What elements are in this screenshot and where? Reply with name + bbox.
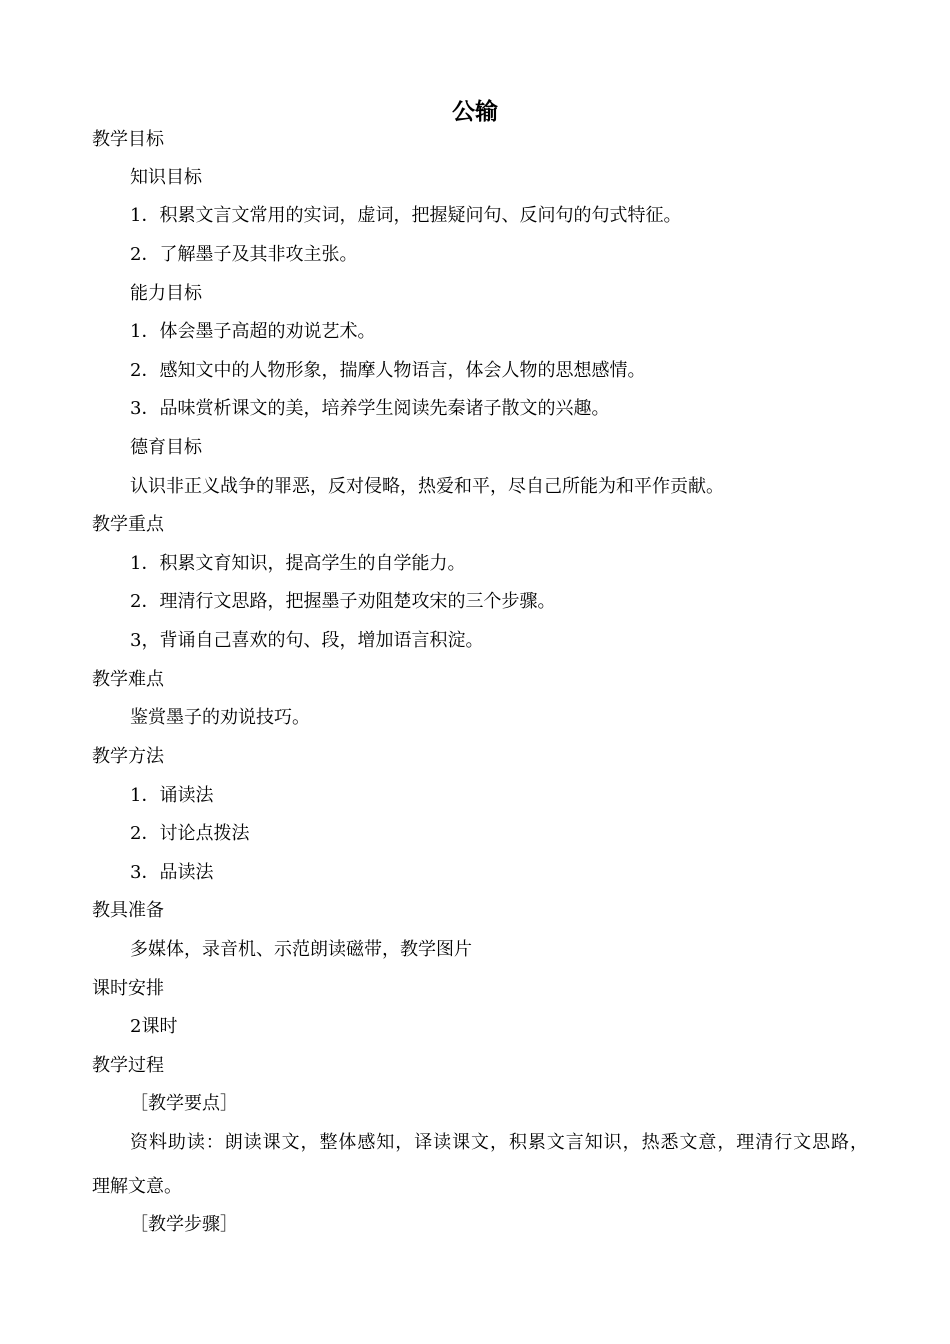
teaching-steps-label: ［教学步骤］ bbox=[130, 1214, 238, 1235]
section-heading-difficulties: 教学难点 bbox=[92, 669, 164, 690]
section-heading-key-points: 教学重点 bbox=[92, 514, 164, 535]
knowledge-goal-1: 1．积累文言文常用的实词，虚词，把握疑问句、反问句的句式特征。 bbox=[130, 205, 682, 226]
resource-reading-text: 资料助读：朗读课文，整体感知，译读课文，积累文言知识，热悉文意，理清行文思路， bbox=[130, 1132, 868, 1153]
ability-goal-3: 3．品味赏析课文的美，培养学生阅读先秦诸子散文的兴趣。 bbox=[130, 398, 610, 419]
section-heading-teaching-goals: 教学目标 bbox=[92, 129, 164, 150]
key-point-1: 1．积累文育知识，提高学生的自学能力。 bbox=[130, 553, 466, 574]
key-point-2: 2．理清行文思路，把握墨子劝阻楚攻宋的三个步骤。 bbox=[130, 591, 556, 612]
ability-goal-2: 2．感知文中的人物形象，揣摩人物语言，体会人物的思想感情。 bbox=[130, 360, 646, 381]
materials-text: 多媒体，录音机、示范朗读磁带，教学图片 bbox=[130, 939, 472, 960]
teaching-key-points-label: ［教学要点］ bbox=[130, 1093, 238, 1114]
method-1: 1．诵读法 bbox=[130, 785, 214, 806]
knowledge-goal-2: 2．了解墨子及其非攻主张。 bbox=[130, 244, 358, 265]
section-heading-schedule: 课时安排 bbox=[92, 978, 164, 999]
moral-goal-text: 认识非正义战争的罪恶，反对侵略，热爱和平，尽自己所能为和平作贡献。 bbox=[130, 476, 724, 497]
resource-reading-continuation: 理解文意。 bbox=[92, 1176, 182, 1197]
key-point-3: 3，背诵自己喜欢的句、段，增加语言积淀。 bbox=[130, 630, 484, 651]
difficulty-text: 鉴赏墨子的劝说技巧。 bbox=[130, 707, 310, 728]
section-heading-methods: 教学方法 bbox=[92, 746, 164, 767]
section-heading-process: 教学过程 bbox=[92, 1055, 164, 1076]
subheading-moral-goals: 德育目标 bbox=[130, 437, 202, 458]
document-title: 公输 bbox=[452, 99, 498, 125]
method-2: 2．讨论点拨法 bbox=[130, 823, 250, 844]
ability-goal-1: 1．体会墨子高超的劝说艺术。 bbox=[130, 321, 376, 342]
method-3: 3．品读法 bbox=[130, 862, 214, 883]
schedule-text: 2课时 bbox=[130, 1016, 178, 1037]
subheading-knowledge-goals: 知识目标 bbox=[130, 167, 202, 188]
section-heading-materials: 教具准备 bbox=[92, 900, 164, 921]
subheading-ability-goals: 能力目标 bbox=[130, 283, 202, 304]
